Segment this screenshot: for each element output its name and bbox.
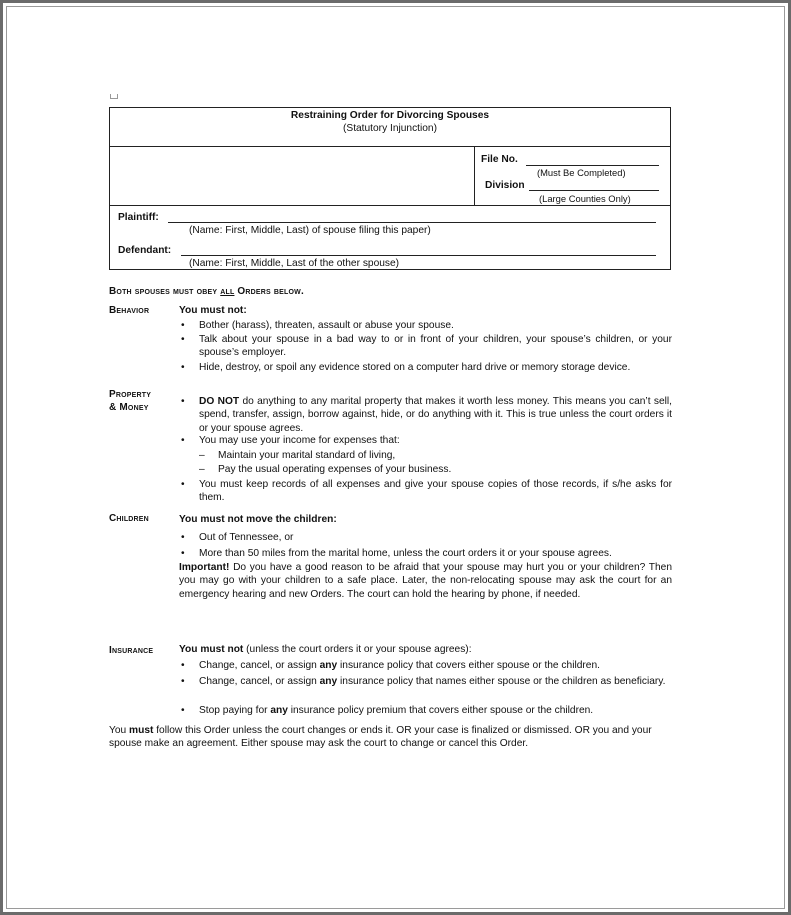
important-text: Do you have a good reason to be afraid that your spouse may hurt you or your children? Then you may go with your children to a safe place. Later, the non-relocating spouse may ask the court for an emergency hearing and new Orders. The court can hold the hearing by phone, if needed. bbox=[179, 562, 672, 600]
property-item: You must keep records of all expenses and give your spouse copies of those records, if s/he asks for them. bbox=[199, 479, 672, 504]
children-heading: You must not move the children: bbox=[179, 514, 337, 525]
division-field[interactable] bbox=[529, 177, 659, 191]
plaintiff-note: (Name: First, Middle, Last) of spouse filing this paper) bbox=[189, 225, 431, 236]
file-no-field[interactable] bbox=[526, 152, 659, 166]
closing-paragraph bbox=[109, 724, 677, 751]
closing-pre: You bbox=[109, 725, 130, 736]
insurance-item bbox=[199, 659, 672, 672]
property-item-bold: DO NOT bbox=[199, 396, 240, 407]
bullet-icon: • bbox=[181, 334, 185, 345]
insurance-heading bbox=[179, 643, 472, 656]
document-title: Restraining Order for Divorcing Spouses bbox=[290, 110, 490, 121]
bullet-icon: • bbox=[181, 705, 185, 716]
insurance-item-post: insurance policy premium that covers either spouse or the children. bbox=[287, 705, 594, 716]
property-item bbox=[199, 395, 672, 435]
bullet-icon: • bbox=[181, 532, 185, 543]
bullet-icon: • bbox=[181, 362, 185, 373]
insurance-item-bold: any bbox=[319, 676, 338, 687]
bullet-icon: • bbox=[181, 396, 185, 407]
children-item: More than 50 miles from the marital home, unless the court orders it or your spouse agrees. bbox=[199, 548, 612, 559]
defendant-label: Defendant: bbox=[118, 245, 172, 256]
defendant-note: (Name: First, Middle, Last of the other spouse) bbox=[189, 258, 400, 269]
bullet-icon: • bbox=[181, 320, 185, 331]
intro-emph: all bbox=[220, 286, 235, 297]
intro-pre: Both spouses must obey bbox=[109, 286, 221, 297]
insurance-item bbox=[199, 675, 672, 688]
property-item: You may use your income for expenses that: bbox=[199, 435, 400, 446]
behavior-label: Behavior bbox=[109, 305, 150, 316]
insurance-item-pre: Change, cancel, or assign bbox=[199, 676, 320, 687]
bullet-icon: • bbox=[181, 548, 185, 559]
property-label-line1: Property bbox=[109, 389, 152, 400]
plaintiff-field[interactable] bbox=[168, 209, 656, 223]
property-subitem: Pay the usual operating expenses of your business. bbox=[218, 464, 452, 475]
insurance-item-bold: any bbox=[319, 660, 338, 671]
insurance-item-pre: Stop paying for bbox=[199, 705, 271, 716]
division-note: (Large Counties Only) bbox=[539, 193, 631, 204]
property-subitem: Maintain your marital standard of living, bbox=[218, 450, 396, 461]
behavior-item: Bother (harass), threaten, assault or abuse your spouse. bbox=[199, 320, 454, 331]
insurance-heading-text: (unless the court orders it or your spouse agrees): bbox=[243, 644, 472, 655]
insurance-heading-bold: You must not bbox=[179, 644, 244, 655]
closing-bold: must bbox=[129, 725, 154, 736]
closing-post: follow this Order unless the court changes or ends it. OR your case is finalized or dismissed. OR you and your spouse make an agreement. Either spouse may ask the court to change or cancel this Order. bbox=[109, 725, 652, 750]
insurance-item-post: insurance policy that names either spouse or the children as beneficiary. bbox=[337, 676, 666, 687]
file-no-note: (Must Be Completed) bbox=[537, 167, 626, 178]
bullet-icon: • bbox=[181, 660, 185, 671]
children-label: Children bbox=[109, 513, 149, 524]
behavior-heading: You must not: bbox=[179, 305, 247, 316]
file-box-divider bbox=[474, 146, 475, 206]
children-important bbox=[179, 561, 672, 601]
property-item-text: do anything to any marital property that makes it worth less money. This means you can’t sell, spend, transfer, assign, borrow against, hide, or do anything with it. This is true unless the court orders it or your spouse agrees. bbox=[199, 396, 672, 434]
title-box bbox=[109, 107, 671, 147]
insurance-item-post: insurance policy that covers either spouse or the children. bbox=[337, 660, 600, 671]
document-subtitle: (Statutory Injunction) bbox=[343, 123, 437, 135]
plaintiff-label: Plaintiff: bbox=[118, 212, 159, 223]
insurance-label: Insurance bbox=[109, 645, 154, 656]
insurance-item-bold: any bbox=[270, 705, 288, 716]
important-label: Important! bbox=[179, 562, 230, 573]
intro-post: Orders below. bbox=[234, 286, 304, 297]
paragraph-marker bbox=[110, 94, 118, 99]
property-label-line2: & Money bbox=[109, 402, 149, 413]
children-item: Out of Tennessee, or bbox=[199, 532, 294, 543]
behavior-item: Talk about your spouse in a bad way to or in front of your children, your spouse’s children, or your spouse’s employer. bbox=[199, 334, 672, 359]
insurance-item bbox=[199, 704, 672, 717]
bullet-icon: • bbox=[181, 676, 185, 687]
intro-line bbox=[109, 285, 304, 298]
insurance-item-pre: Change, cancel, or assign bbox=[199, 660, 320, 671]
file-no-label: File No. bbox=[481, 154, 518, 165]
dash-icon: – bbox=[199, 464, 205, 475]
behavior-item: Hide, destroy, or spoil any evidence stored on a computer hard drive or memory storage device. bbox=[199, 362, 631, 373]
dash-icon: – bbox=[199, 450, 205, 461]
division-label: Division bbox=[485, 180, 525, 191]
bullet-icon: • bbox=[181, 479, 185, 490]
defendant-field[interactable] bbox=[181, 242, 656, 256]
bullet-icon: • bbox=[181, 435, 185, 446]
